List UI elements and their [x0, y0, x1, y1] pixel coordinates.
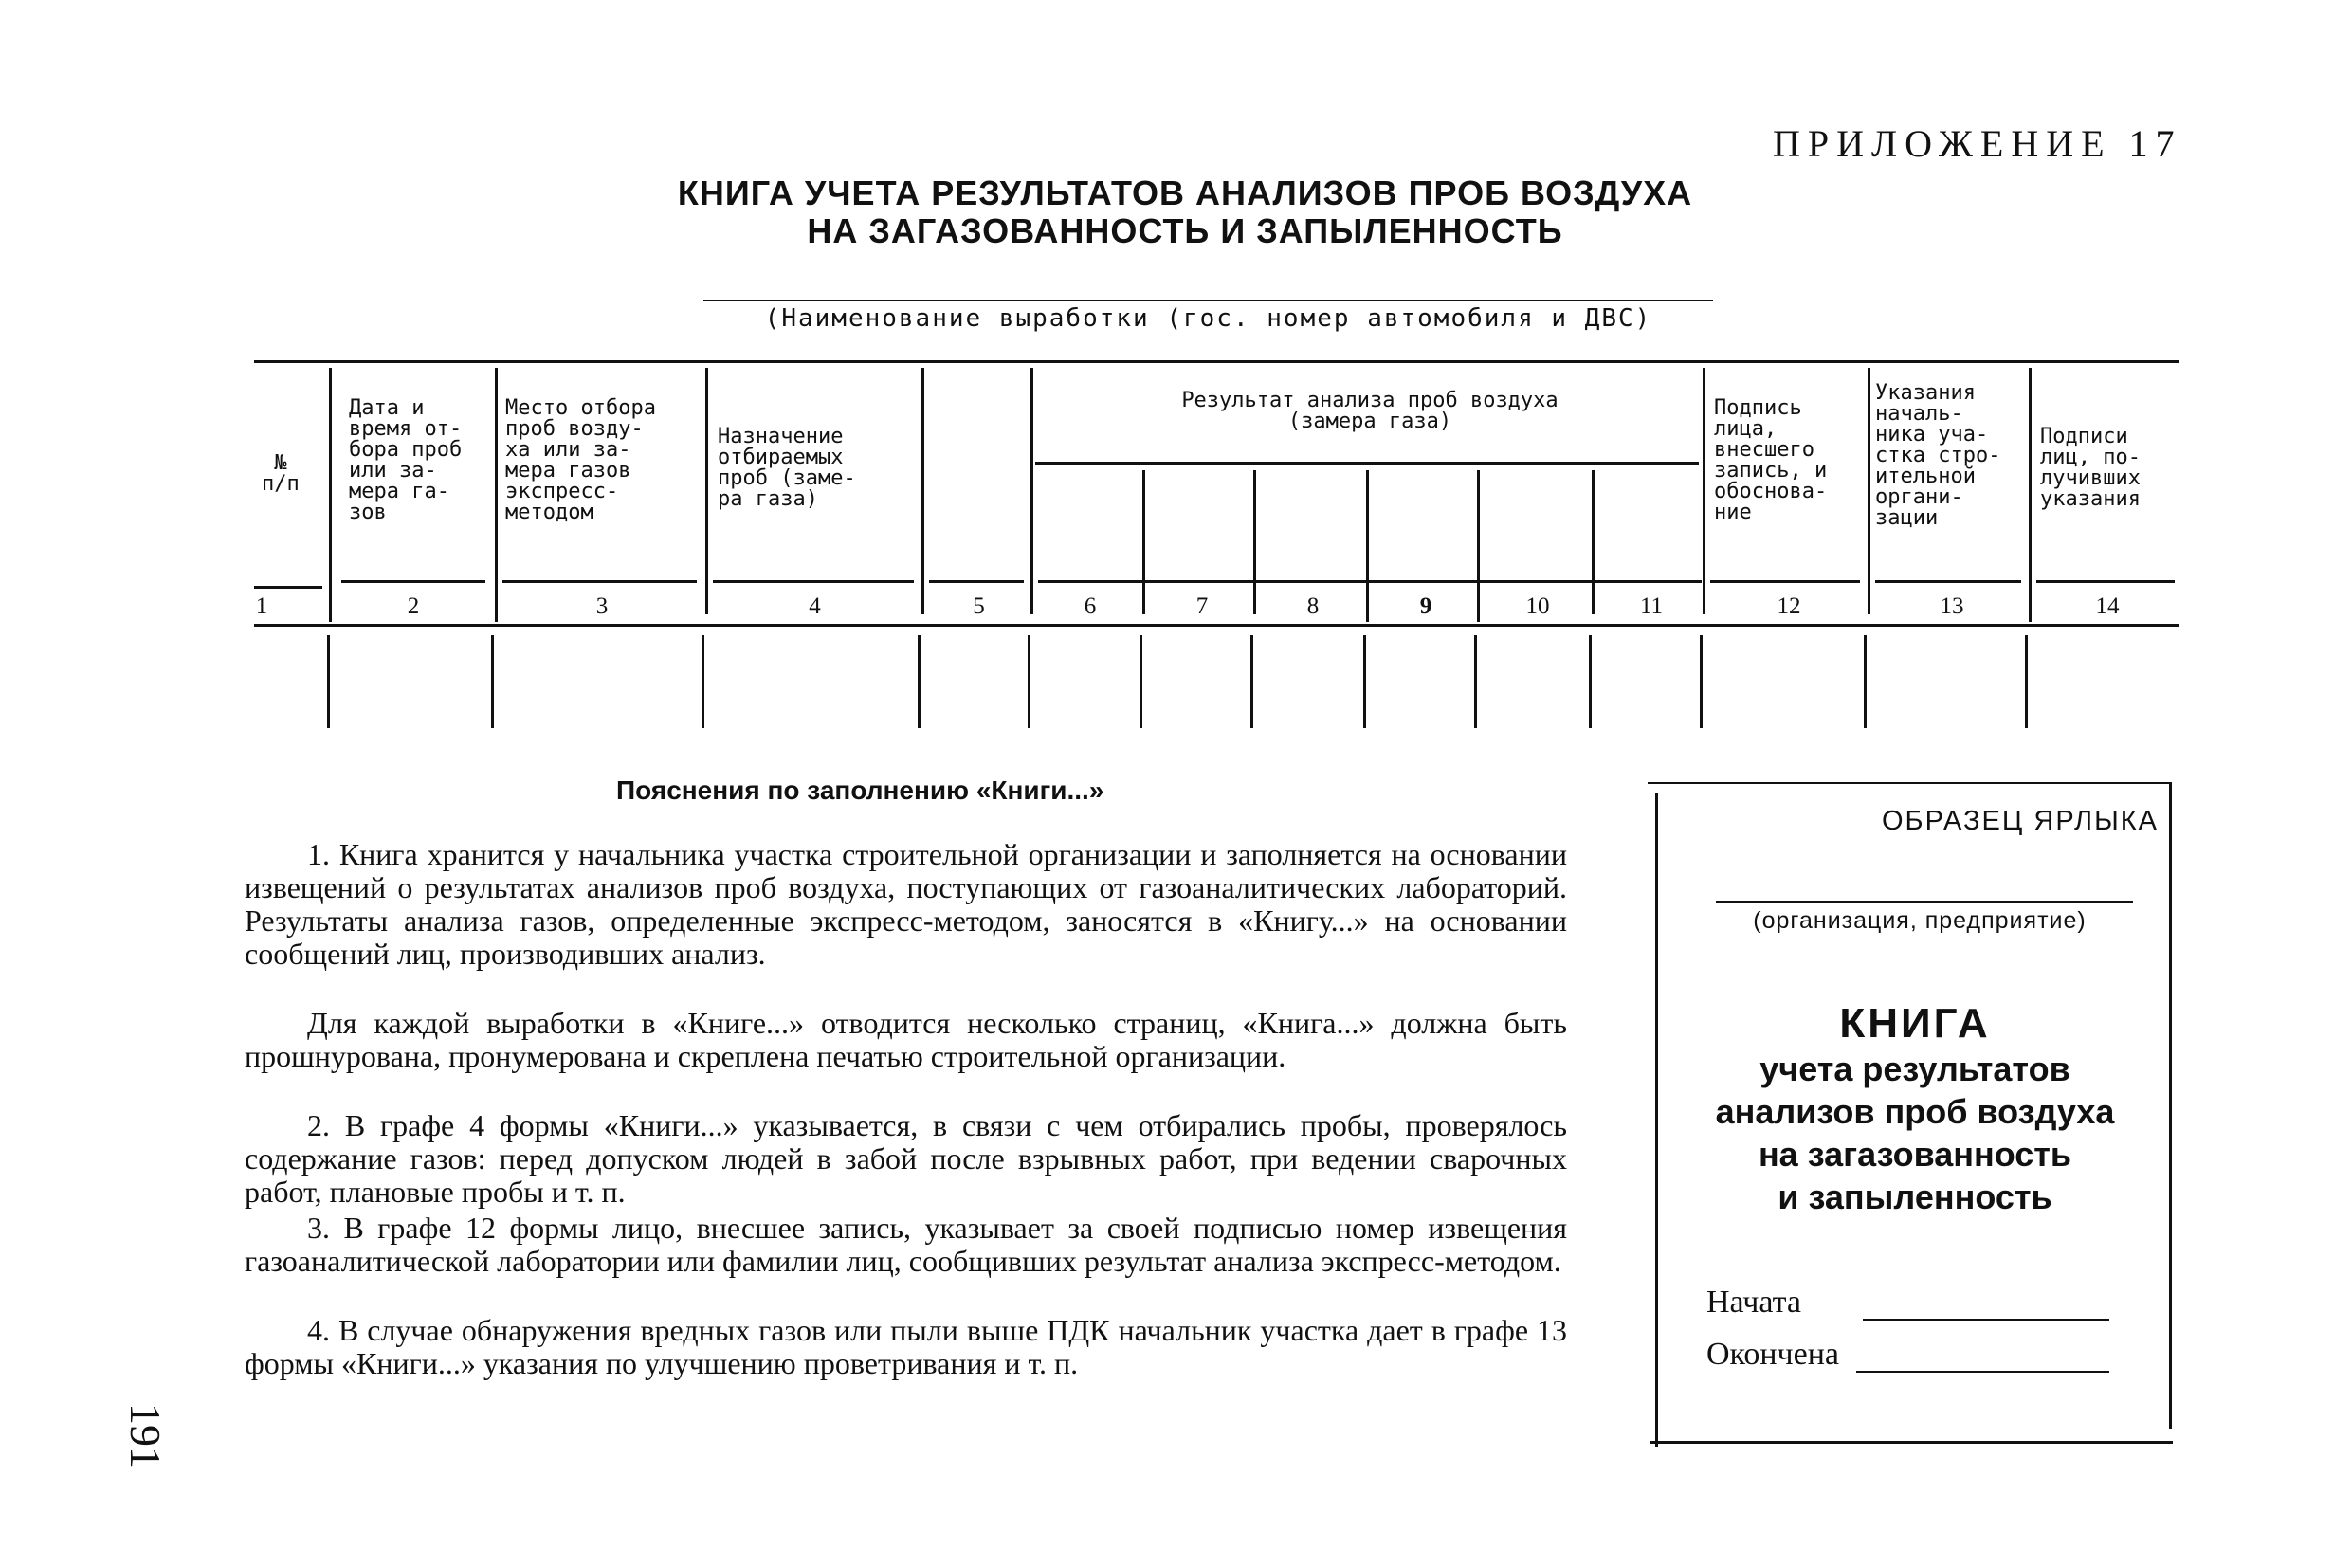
instructions-heading: Пояснения по заполнению «Книги...»: [616, 775, 1104, 805]
org-fill-line: [1716, 901, 2133, 903]
sample-box-border: [2169, 782, 2172, 1429]
finished-fill-line: [1856, 1371, 2109, 1373]
col-header-3: Место отбора проб возду- ха или за- мера газов экспресс- методом: [505, 396, 656, 524]
col-divider: [329, 588, 332, 622]
body-divider: [327, 635, 330, 728]
org-caption: (организация, предприятие): [1753, 907, 2087, 934]
instruction-paragraph-4: 3. В графе 12 формы лицо, внесшее запись, указывает за своей подписью номер извещения газоаналитической лаборатории или фамилии лиц, сообщивших результат анализа экспресс-методом.: [245, 1211, 1567, 1278]
col-divider: [329, 368, 332, 614]
col-divider: [705, 368, 708, 614]
col-divider: [1030, 368, 1033, 614]
sample-box-border: [1655, 793, 1658, 1447]
group-divider: [1035, 462, 1699, 465]
col-number-13: 13: [1940, 593, 1964, 619]
header-rule: [254, 586, 322, 589]
page-number: 191: [121, 1403, 170, 1468]
body-divider: [1474, 635, 1477, 728]
col-divider: [1703, 368, 1705, 614]
body-divider: [918, 635, 921, 728]
book-title: КНИГА: [1839, 1000, 1991, 1047]
col-divider: [921, 368, 924, 614]
col-number-2: 2: [407, 593, 420, 619]
instruction-paragraph-3: 2. В графе 4 формы «Книги...» указывается, в связи с чем отбирались пробы, проверялось содержание газов: перед допуском людей в забой после взрывных работ, при ведении сварочных работ, плановые пробы и т. п.: [245, 1108, 1567, 1209]
started-label: Начата: [1706, 1285, 1801, 1320]
col-number-4: 4: [809, 593, 821, 619]
table-mid-rule: [254, 624, 2179, 627]
col-number-8: 8: [1306, 593, 1320, 619]
document-title: [531, 174, 1839, 250]
col-divider: [1366, 588, 1369, 622]
started-fill-line: [1863, 1319, 2109, 1321]
col-number-3: 3: [595, 593, 609, 619]
col-number-9: 9: [1419, 593, 1432, 619]
body-divider: [491, 635, 494, 728]
col-number-5: 5: [973, 593, 985, 619]
col-header-1: № п/п: [262, 451, 300, 496]
col-number-1: 1: [255, 593, 268, 619]
col-header-13: Указания началь- ника уча- стка стро- ительной органи- зации: [1875, 381, 2001, 530]
col-divider: [495, 368, 498, 614]
col-number-11: 11: [1639, 593, 1664, 619]
header-rule: [1038, 580, 1702, 583]
header-rule: [929, 580, 1024, 583]
col-divider: [495, 588, 498, 622]
book-subtitle-line-2: анализов проб воздуха: [1715, 1092, 2115, 1131]
book-subtitle-line-3: на загазованность: [1758, 1135, 2072, 1174]
body-divider: [1589, 635, 1592, 728]
body-divider: [1028, 635, 1030, 728]
col-divider: [1868, 368, 1870, 614]
name-caption: (Наименование выработки (гос. номер автомобиля и ДВС): [764, 304, 1652, 333]
header-rule: [2036, 580, 2175, 583]
group-header: Результат анализа проб воздуха (замера газа): [1181, 389, 1559, 433]
col-number-10: 10: [1525, 593, 1550, 619]
table-top-rule: [254, 360, 2179, 363]
col-header-12: Подпись лица, внесшего запись, и обоснова- ние: [1714, 396, 1828, 524]
header-rule: [1875, 580, 2021, 583]
instruction-paragraph-1: 1. Книга хранится у начальника участка строительной организации и заполняется на основании извещений о результатах анализов проб воздуха, поступающих от газоаналитических лабораторий. Результаты анализа газов, определенные экспресс-методом, заносятся в «Книгу...» на основании сообщений лиц, производивших анализ.: [245, 837, 1567, 971]
instruction-paragraph-2: Для каждой выработки в «Книге...» отводится несколько страниц, «Книга...» должна быть прошнурована, пронумерована и скреплена печатью строительной организации.: [245, 1006, 1567, 1073]
col-number-7: 7: [1195, 593, 1209, 619]
header-rule: [502, 580, 697, 583]
col-header-4: Назначение отбираемых проб (заме- ра газа): [718, 425, 856, 511]
instruction-paragraph-5: 4. В случае обнаружения вредных газов или пыли выше ПДК начальник участка дает в графе 13 формы «Книги...» указания по улучшению проветривания и т. п.: [245, 1313, 1567, 1380]
body-divider: [702, 635, 704, 728]
header-rule: [1710, 580, 1860, 583]
body-divider: [1140, 635, 1142, 728]
body-divider: [1363, 635, 1366, 728]
col-header-2: Дата и время от- бора проб или за- мера га- зов: [349, 396, 463, 524]
appendix-label: ПРИЛОЖЕНИЕ 17: [1773, 122, 2182, 165]
col-header-14: Подписи лиц, по- лучивших указания: [2040, 425, 2141, 511]
header-rule: [713, 580, 914, 583]
col-number-14: 14: [2095, 593, 2120, 619]
title-line-2: НА ЗАГАЗОВАННОСТЬ И ЗАПЫЛЕННОСТЬ: [807, 211, 1563, 250]
name-fill-line: [703, 300, 1713, 301]
col-divider: [1142, 470, 1145, 614]
book-subtitle: [1678, 1048, 2152, 1218]
title-line-1: КНИГА УЧЕТА РЕЗУЛЬТАТОВ АНАЛИЗОВ ПРОБ ВОЗДУХА: [677, 173, 1693, 212]
sample-label-title: ОБРАЗЕЦ ЯРЛЫКА: [1882, 806, 2159, 836]
col-divider: [1592, 470, 1595, 614]
body-divider: [2025, 635, 2028, 728]
col-number-6: 6: [1084, 593, 1097, 619]
body-divider: [1700, 635, 1703, 728]
book-subtitle-line-1: учета результатов: [1759, 1049, 2070, 1088]
col-divider: [1477, 588, 1480, 622]
col-number-12: 12: [1777, 593, 1801, 619]
book-subtitle-line-4: и запыленность: [1778, 1177, 2052, 1216]
col-divider: [2029, 368, 2032, 614]
finished-label: Окончена: [1706, 1337, 1840, 1372]
col-divider: [2029, 588, 2032, 622]
header-rule: [341, 580, 485, 583]
sample-box-border: [1648, 782, 2171, 784]
sample-box-border: [1650, 1441, 2173, 1444]
body-divider: [1864, 635, 1867, 728]
body-divider: [1250, 635, 1253, 728]
